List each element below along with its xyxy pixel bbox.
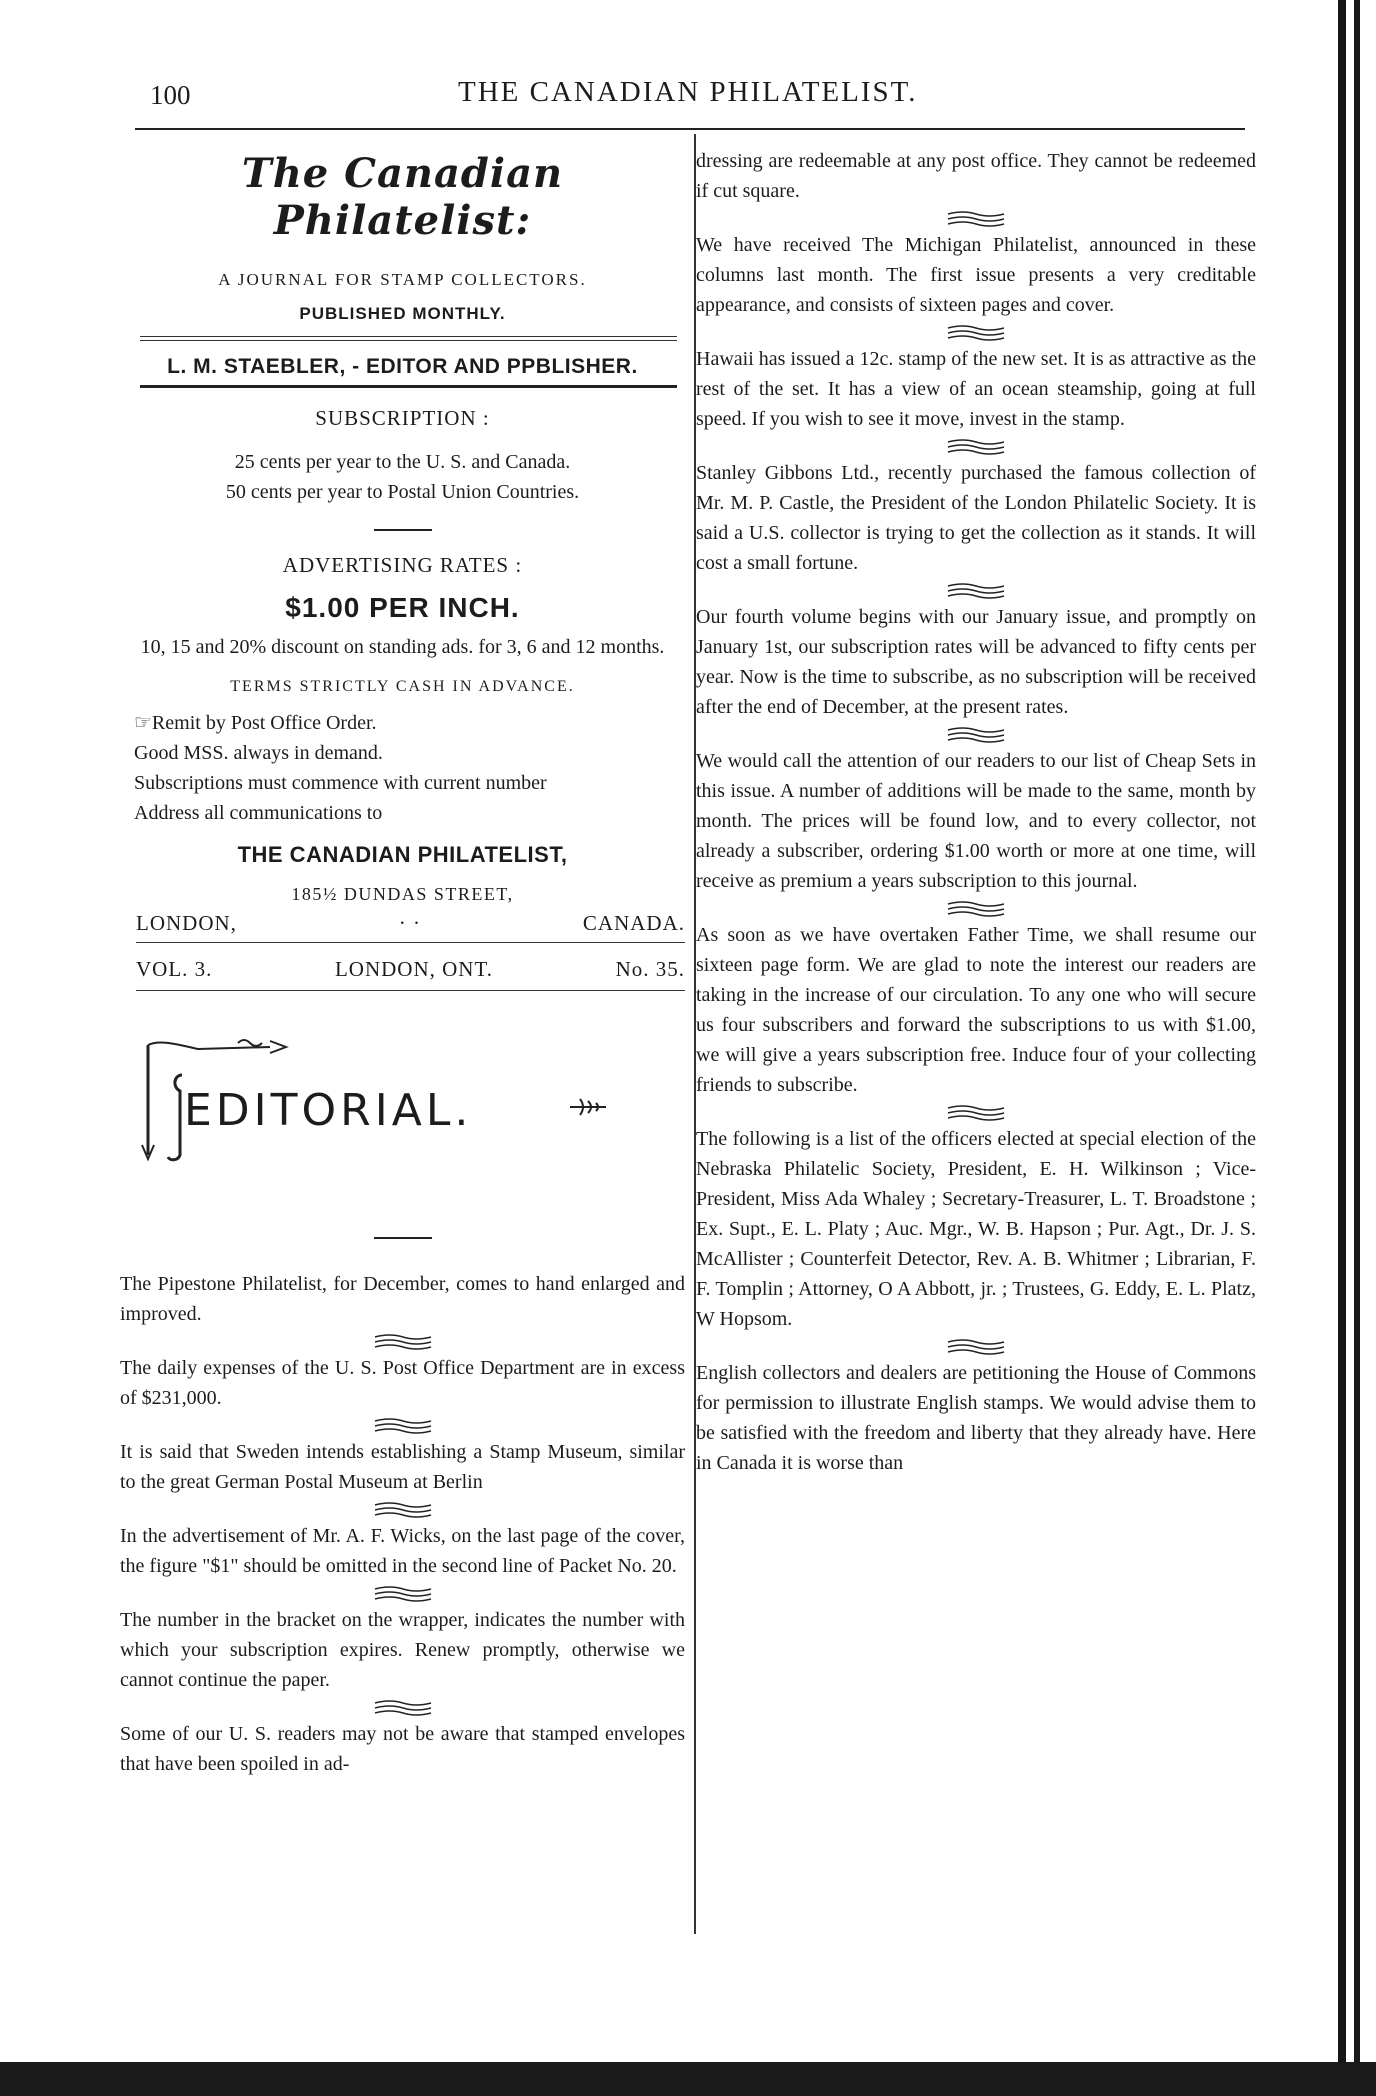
header-rule: [135, 128, 1245, 130]
editorial-heading: [120, 1025, 685, 1225]
volume-place: LONDON, ONT.: [334, 957, 493, 981]
editorial-paragraph: The following is a list of the officers elected at special election of the Nebraska Philatelic Society, President, E. H. Wilkinson ; Vice-President, Miss Ada Whaley ; Secretary-Treasurer, L. T. Broadstone ; Ex. Supt., E. L. Platy ; Auc. Mgr., W. B. Hapson ; Pur. Agt., Dr. J. S. McAllister ; Counterfeit Detector, Rev. A. B. Whitmer ; Librarian, F. F. Tomplin ; Attorney, O A Abbott, jr. ; Trustees, G. Eddy, E. L. Platz, W Hopsom.: [696, 1128, 1256, 1330]
editorial-paragraph: We would call the attention of our readers to our list of Cheap Sets in this issue. A number of additions will be made to the same, month by month. The prices will be found low, and to every collector, not already a subscriber, ordering $1.00 worth or more at one time, will receive as premium a years subscription to this journal.: [696, 750, 1256, 892]
scan-bottom-edge: [0, 2062, 1376, 2096]
left-column: [120, 140, 685, 1779]
address-street: 185½ DUNDAS STREET,: [291, 884, 514, 904]
subscription-line: 50 cents per year to Postal Union Countries.: [225, 481, 580, 503]
editorial-paragraph: English collectors and dealers are petitioning the House of Commons for permission to illustrate English stamps. We would advise them to be satisfied with the freedom and liberty that they already have. Here in Canada it is worse than: [696, 1362, 1256, 1474]
thin-rule: [136, 990, 685, 991]
advertising-terms: TERMS STRICTLY CASH IN ADVANCE.: [230, 678, 575, 695]
scan-right-edge: [1318, 0, 1376, 2096]
subscription-title: SUBSCRIPTION :: [315, 406, 490, 430]
editorial-paragraph: We have received The Michigan Philatelist, announced in these columns last month. The first issue presents a very creditable appearance, and consists of sixteen pages and cover.: [696, 234, 1256, 316]
published-monthly: PUBLISHED MONTHLY.: [299, 304, 506, 323]
wavy-separator-icon: [373, 1585, 433, 1603]
volume-row: [120, 957, 685, 982]
wavy-separator-icon: [946, 726, 1006, 744]
subscription-line: 25 cents per year to the U. S. and Canada.: [234, 451, 571, 473]
masthead-subtitle: A JOURNAL FOR STAMP COLLECTORS.: [218, 270, 587, 289]
editorial-title: EDITORIAL.: [184, 1085, 473, 1136]
thick-rule: [140, 385, 677, 388]
wavy-separator-icon: [946, 438, 1006, 456]
address-country: CANADA.: [582, 911, 685, 935]
running-title: THE CANADIAN PHILATELIST.: [458, 76, 918, 108]
note-line: Good MSS. always in demand.: [134, 742, 383, 764]
advertising-title: ADVERTISING RATES :: [282, 553, 523, 577]
masthead-title: The Canadian Philatelist:: [241, 150, 564, 244]
editorial-paragraph: Hawaii has issued a 12c. stamp of the new set. It is as attractive as the rest of the set. It has a view of an ocean steamship, going at full speed. If you wish to see it move, invest in the stamp.: [696, 348, 1256, 430]
editorial-paragraph: dressing are redeemable at any post office. They cannot be redeemed if cut square.: [696, 150, 1256, 202]
editorial-paragraph: Some of our U. S. readers may not be aware that stamped envelopes that have been spoiled in ad-: [120, 1723, 685, 1775]
wavy-separator-icon: [946, 1338, 1006, 1356]
note-line: ☞Remit by Post Office Order.: [134, 712, 377, 734]
volume-number: VOL. 3.: [136, 957, 213, 981]
wavy-separator-icon: [946, 900, 1006, 918]
address-city: LONDON,: [136, 911, 237, 935]
short-rule: [374, 1237, 432, 1239]
wavy-separator-icon: [946, 210, 1006, 228]
wavy-separator-icon: [373, 1699, 433, 1717]
editorial-paragraph: It is said that Sweden intends establishing a Stamp Museum, similar to the great German Postal Museum at Berlin: [120, 1441, 685, 1493]
right-column: [696, 146, 1256, 1478]
wavy-separator-icon: [946, 1104, 1006, 1122]
notes-block: [120, 708, 685, 828]
thin-rule: [136, 942, 685, 943]
subscription-rates: [120, 447, 685, 507]
editorial-paragraph: The daily expenses of the U. S. Post Office Department are in excess of $231,000.: [120, 1357, 685, 1409]
editorial-paragraph: Our fourth volume begins with our January issue, and promptly on January 1st, our subscription rates will be advanced to fifty cents per year. Now is the time to subscribe, as no subscription will be received after the end of December, at the present rates.: [696, 606, 1256, 718]
note-line: Subscriptions must commence with current number: [134, 772, 547, 794]
editorial-paragraph: The number in the bracket on the wrapper, indicates the number with which your subscription expires. Renew promptly, otherwise we cannot continue the paper.: [120, 1609, 685, 1691]
address-dots: · ·: [398, 911, 422, 935]
editorial-paragraph: In the advertisement of Mr. A. F. Wicks, on the last page of the cover, the figure "$1" should be omitted in the second line of Packet No. 20.: [120, 1525, 685, 1577]
note-line: Address all communications to: [134, 802, 383, 824]
wavy-separator-icon: [946, 324, 1006, 342]
editor-line: L. M. STAEBLER, - EDITOR AND PPBLISHER.: [167, 355, 638, 378]
advertising-price: $1.00 PER INCH.: [285, 592, 520, 623]
running-header: [0, 0, 1300, 110]
address-name: THE CANADIAN PHILATELIST,: [237, 842, 568, 867]
address-city-row: [120, 911, 685, 936]
wavy-separator-icon: [373, 1501, 433, 1519]
short-rule: [374, 529, 432, 531]
editorial-paragraph: Stanley Gibbons Ltd., recently purchased the famous collection of Mr. M. P. Castle, the President of the London Philatelic Society. It is said a U.S. collector is trying to get the collection as it stands. It will cost a small fortune.: [696, 462, 1256, 574]
flourish-ornament-icon: [568, 1095, 608, 1119]
page-number: 100: [150, 80, 191, 110]
editorial-paragraph: As soon as we have overtaken Father Time, we shall resume our sixteen page form. We are glad to note the interest our readers are taking in the increase of our circulation. To any one who will secure us four subscribers and forward the subscriptions to us with $1.00, we will give a years subscription free. Induce four of your collecting friends to subscribe.: [696, 924, 1256, 1096]
issue-number: No. 35.: [615, 957, 685, 981]
wavy-separator-icon: [373, 1417, 433, 1435]
wavy-separator-icon: [946, 582, 1006, 600]
advertising-discount: 10, 15 and 20% discount on standing ads. for 3, 6 and 12 months.: [140, 636, 665, 658]
double-rule: [140, 336, 677, 341]
editorial-paragraph: The Pipestone Philatelist, for December, comes to hand enlarged and improved.: [120, 1273, 685, 1325]
wavy-separator-icon: [373, 1333, 433, 1351]
